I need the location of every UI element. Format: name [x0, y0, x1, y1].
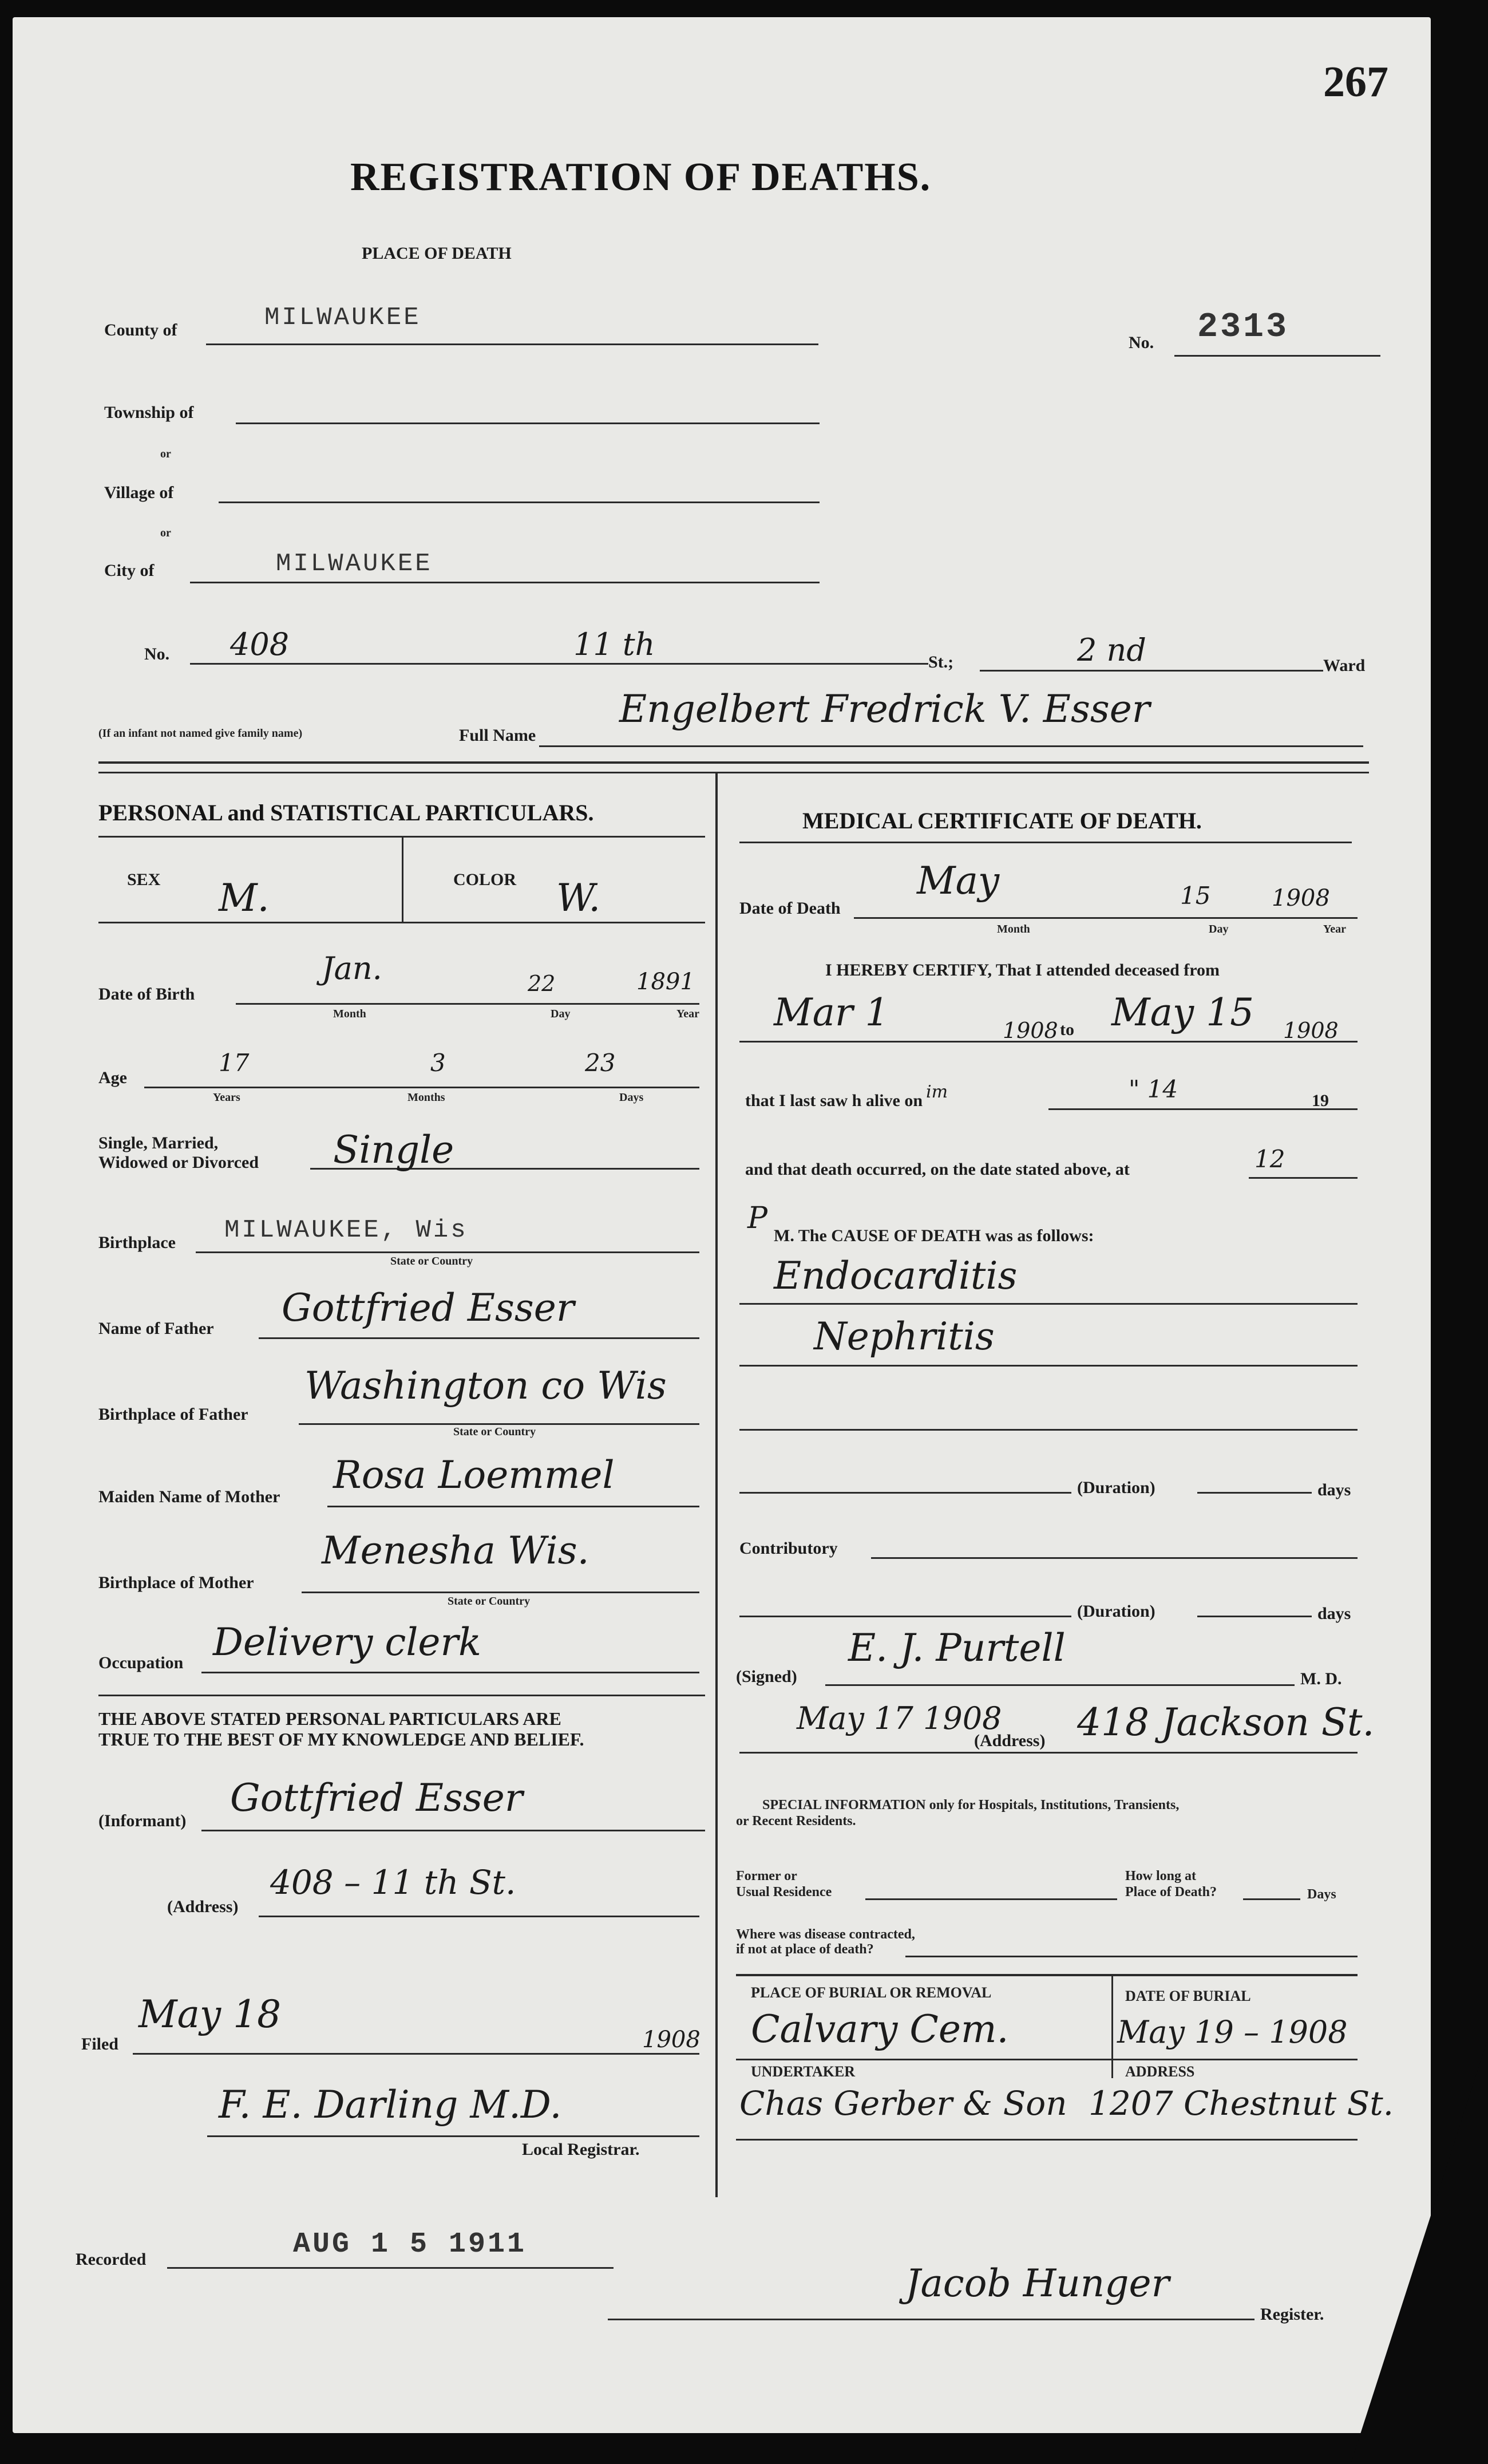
occurred-line [1249, 1177, 1358, 1179]
register-label: Register. [1260, 2305, 1324, 2324]
occurred-value: 12 [1254, 1145, 1285, 1173]
birthplace-line [196, 1251, 699, 1253]
dod-month: May [917, 859, 1000, 903]
color-value: W. [556, 876, 601, 920]
father-line [259, 1337, 699, 1339]
father-birthplace-state-label: State or Country [453, 1426, 536, 1438]
cause-line-3 [739, 1429, 1358, 1431]
dob-line [236, 1003, 699, 1005]
pm-mark: P [747, 1201, 767, 1235]
contracted-2: if not at place of death? [736, 1942, 874, 1957]
recorded-line [167, 2267, 614, 2269]
informant-label: (Informant) [98, 1811, 187, 1830]
special-info-1: SPECIAL INFORMATION only for Hospitals, Institutions, Transients, [762, 1798, 1180, 1813]
recorded-stamp: AUG 1 5 1911 [293, 2228, 527, 2261]
from-year: 1908 [1003, 1018, 1058, 1043]
last-saw-value: " 14 [1129, 1075, 1178, 1103]
last-saw-pronoun: im [926, 1082, 948, 1102]
father-value: Gottfried Esser [282, 1286, 575, 1330]
dob-day-label: Day [551, 1008, 571, 1020]
mother-label: Maiden Name of Mother [98, 1487, 280, 1506]
cause-2: Nephritis [814, 1314, 995, 1359]
page-number: 267 [1323, 58, 1388, 106]
age-label: Age [98, 1068, 127, 1087]
full-name-label: Full Name [459, 726, 536, 745]
full-name-value: Engelbert Fredrick V. Esser [619, 687, 1150, 731]
dod-year-label: Year [1323, 923, 1346, 935]
dod-day-label: Day [1209, 923, 1229, 935]
occurred-text: and that death occurred, on the date stated above, at [745, 1160, 1130, 1179]
village-line [219, 502, 820, 503]
duration-line-1a [739, 1492, 1071, 1494]
medical-heading: MEDICAL CERTIFICATE OF DEATH. [802, 808, 1202, 834]
age-days: 23 [585, 1049, 616, 1077]
undertaker-value: Chas Gerber & Son [739, 2084, 1067, 2123]
statement-line-1: THE ABOVE STATED PERSONAL PARTICULARS ARE [98, 1708, 561, 1729]
sex-label: SEX [127, 870, 161, 889]
address-value: 408 – 11 th St. [270, 1863, 516, 1902]
dod-line [854, 917, 1358, 919]
st-label: St.; [928, 653, 954, 672]
burial-mid-rule [736, 2059, 1358, 2060]
former-residence-2: Usual Residence [736, 1885, 832, 1900]
village-label: Village of [104, 483, 174, 502]
or-1: or [160, 448, 171, 460]
duration-line-1b [1197, 1492, 1312, 1494]
signed-value: E. J. Purtell [848, 1626, 1066, 1670]
last-saw-line [1048, 1108, 1358, 1110]
birthplace-label: Birthplace [98, 1233, 176, 1252]
mother-value: Rosa Loemmel [333, 1453, 615, 1497]
duration-days-1: days [1317, 1480, 1351, 1499]
dod-day: 15 [1180, 882, 1211, 910]
age-years-label: Years [213, 1091, 240, 1104]
statement-line-2: TRUE TO THE BEST OF MY KNOWLEDGE AND BELIEF. [98, 1729, 584, 1750]
signed-line [825, 1684, 1295, 1686]
father-birthplace-line [299, 1423, 699, 1425]
column-divider [715, 772, 718, 2197]
informant-value: Gottfried Esser [230, 1776, 523, 1820]
mother-birthplace-line [302, 1592, 699, 1593]
marital-label-1: Single, Married, [98, 1134, 219, 1152]
sex-row-rule [98, 922, 705, 923]
dob-year-label: Year [676, 1008, 699, 1020]
medical-heading-rule [739, 842, 1352, 843]
former-residence-line [865, 1898, 1117, 1900]
cause-text: M. The CAUSE OF DEATH was as follows: [774, 1226, 1094, 1245]
med-address-value: 418 Jackson St. [1077, 1700, 1375, 1744]
certify-text: I HEREBY CERTIFY, That I attended deceased from [825, 961, 1220, 980]
street-number: 408 [230, 626, 290, 662]
registrar-signature: F. E. Darling M.D. [219, 2083, 562, 2127]
cause-1: Endocarditis [774, 1254, 1018, 1298]
registrar-label: Local Registrar. [522, 2140, 640, 2159]
undertaker-address-value: 1207 Chestnut St. [1089, 2084, 1394, 2123]
record-number: 2313 [1197, 308, 1289, 347]
father-label: Name of Father [98, 1319, 214, 1338]
or-2: or [160, 527, 171, 539]
undertaker-rule [736, 2139, 1358, 2141]
dob-month: Jan. [322, 950, 382, 986]
ward-line [980, 670, 1323, 672]
city-value: MILWAUKEE [276, 550, 433, 578]
duration-line-2b [1197, 1616, 1312, 1617]
address-label: (Address) [167, 1897, 239, 1916]
contributory-label: Contributory [739, 1539, 838, 1558]
color-label: COLOR [453, 870, 517, 889]
dod-year: 1908 [1272, 885, 1330, 911]
cause-line-1 [739, 1303, 1358, 1305]
age-years: 17 [219, 1049, 250, 1077]
county-line [206, 343, 818, 345]
age-line [144, 1087, 699, 1088]
mother-birthplace-value: Menesha Wis. [322, 1529, 589, 1573]
marital-label-2: Widowed or Divorced [98, 1153, 259, 1172]
marital-value: Single [333, 1128, 454, 1172]
township-line [236, 422, 820, 424]
father-birthplace-label: Birthplace of Father [98, 1405, 248, 1424]
undertaker-label: UNDERTAKER [751, 2063, 856, 2080]
how-long-2: Place of Death? [1125, 1885, 1217, 1900]
to-label: to [1060, 1020, 1074, 1039]
recorded-label: Recorded [76, 2250, 147, 2269]
attended-to: May 15 [1111, 990, 1254, 1034]
address-line [259, 1916, 699, 1917]
how-long-line [1243, 1898, 1300, 1900]
duration-days-2: days [1317, 1604, 1351, 1623]
contracted-line [905, 1956, 1358, 1957]
section-rule-1 [98, 761, 1369, 764]
burial-divider [1111, 1975, 1113, 2078]
occupation-label: Occupation [98, 1653, 184, 1672]
filed-line [133, 2053, 699, 2055]
last-saw-year: 19 [1312, 1091, 1329, 1110]
burial-date-value: May 19 – 1908 [1117, 2014, 1348, 2050]
mother-line [327, 1506, 699, 1507]
infant-note: (If an infant not named give family name) [98, 727, 303, 740]
burial-place-value: Calvary Cem. [751, 2007, 1009, 2051]
duration-label-1: (Duration) [1077, 1478, 1155, 1497]
last-saw-text: that I last saw h alive on [745, 1091, 923, 1110]
dob-month-label: Month [333, 1008, 366, 1020]
attended-from: Mar 1 [774, 990, 889, 1034]
dob-day: 22 [528, 971, 556, 996]
special-info-2: or Recent Residents. [736, 1814, 856, 1829]
birthplace-state-label: State or Country [390, 1255, 473, 1267]
no-line [1174, 355, 1380, 357]
street-name: 11 th [573, 626, 655, 662]
occupation-row-rule [98, 1695, 705, 1696]
sex-value: M. [219, 876, 270, 920]
street-no-label: No. [144, 645, 170, 664]
med-address-label: (Address) [974, 1731, 1046, 1750]
city-line [190, 582, 820, 583]
how-long-1: How long at [1125, 1869, 1197, 1883]
register-signature: Jacob Hunger [905, 2261, 1170, 2305]
signed-label: (Signed) [736, 1667, 797, 1686]
death-register-page [13, 17, 1431, 2433]
mother-birthplace-state-label: State or Country [448, 1595, 531, 1608]
city-label: City of [104, 561, 155, 580]
county-value: MILWAUKEE [264, 303, 421, 332]
township-label: Township of [104, 403, 194, 422]
dod-month-label: Month [997, 923, 1030, 935]
section-rule-2 [98, 772, 1369, 773]
form-title: REGISTRATION OF DEATHS. [350, 155, 932, 199]
ward-value: 2 nd [1077, 632, 1146, 668]
duration-line-2a [739, 1616, 1071, 1617]
no-label: No. [1129, 333, 1154, 352]
burial-date-label: DATE OF BURIAL [1125, 1988, 1251, 2004]
duration-label-2: (Duration) [1077, 1602, 1155, 1621]
birthplace-value: MILWAUKEE, Wis [224, 1216, 468, 1245]
occupation-line [201, 1672, 699, 1673]
burial-place-label: PLACE OF BURIAL OR REMOVAL [751, 1984, 992, 2001]
age-days-label: Days [619, 1091, 644, 1104]
how-long-days: Days [1307, 1887, 1336, 1902]
former-residence-1: Former or [736, 1869, 797, 1883]
age-months-label: Months [407, 1091, 445, 1104]
burial-top-rule [736, 1974, 1358, 1976]
registrar-line [207, 2135, 699, 2137]
ward-label: Ward [1323, 656, 1366, 675]
undertaker-address-label: ADDRESS [1125, 2063, 1195, 2080]
sex-color-divider [402, 837, 403, 923]
filed-year: 1908 [642, 2027, 701, 2053]
contributory-line [871, 1557, 1358, 1559]
street-line [190, 663, 928, 665]
informant-line [201, 1830, 705, 1831]
dod-label: Date of Death [739, 899, 841, 918]
dob-label: Date of Birth [98, 985, 195, 1004]
county-label: County of [104, 321, 177, 339]
cause-line-2 [739, 1365, 1358, 1367]
med-address-line [739, 1752, 1358, 1754]
occupation-value: Delivery clerk [213, 1620, 482, 1664]
md-label: M. D. [1300, 1669, 1342, 1688]
full-name-line [539, 745, 1363, 747]
father-birthplace-value: Washington co Wis [304, 1364, 667, 1408]
filed-label: Filed [81, 2035, 118, 2054]
register-line [608, 2319, 1254, 2320]
age-months: 3 [430, 1049, 446, 1077]
signed-date: May 17 1908 [797, 1700, 1002, 1736]
filed-value: May 18 [138, 1992, 282, 2036]
mother-birthplace-label: Birthplace of Mother [98, 1573, 254, 1592]
personal-heading: PERSONAL and STATISTICAL PARTICULARS. [98, 800, 594, 826]
dob-year: 1891 [636, 969, 695, 995]
to-year: 1908 [1283, 1018, 1339, 1043]
contracted-1: Where was disease contracted, [736, 1927, 915, 1942]
place-of-death-heading: PLACE OF DEATH [362, 244, 512, 263]
